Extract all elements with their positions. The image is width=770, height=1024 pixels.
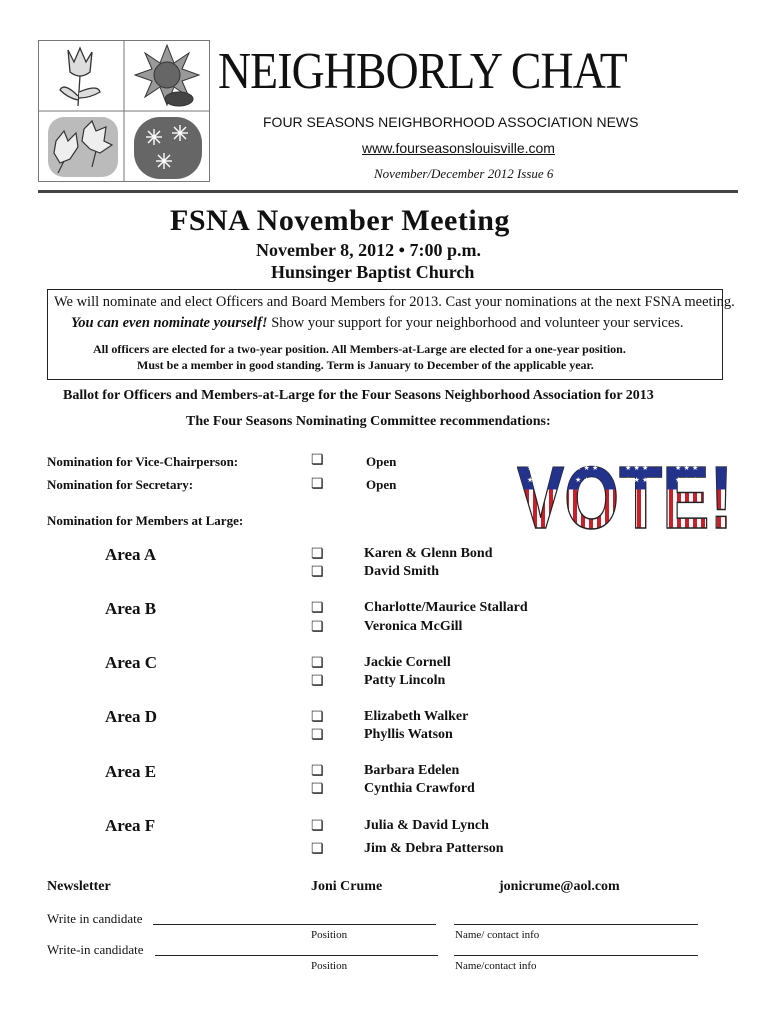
area-b-candidate-2: Veronica McGill (364, 619, 463, 634)
write-in-name-field-2[interactable] (155, 955, 438, 956)
area-d-candidate-2: Phyllis Watson (364, 727, 453, 742)
committee-heading: The Four Seasons Nominating Committee recommendations: (186, 414, 551, 429)
area-b-checkbox-1[interactable]: ❏ (311, 601, 324, 616)
notice-line-2-rest: Show your support for your neighborhood and volunteer your services. (267, 315, 684, 331)
ballot-title: Ballot for Officers and Members-at-Large for the Four Seasons Neighborhood Association for 2013 (63, 388, 654, 403)
area-b-label: Area B (105, 599, 157, 618)
website-link[interactable]: www.fourseasonslouisville.com (362, 140, 555, 156)
masthead-subtitle: FOUR SEASONS NEIGHBORHOOD ASSOCIATION NEWS (263, 114, 639, 130)
area-c-checkbox-1[interactable]: ❏ (311, 656, 324, 671)
area-c-checkbox-2[interactable]: ❏ (311, 674, 324, 689)
vote-graphic (517, 456, 735, 532)
area-f-candidate-1: Julia & David Lynch (364, 818, 489, 833)
svg-text:★ ★ ★: ★ ★ ★ (625, 464, 649, 472)
notice-line-1: We will nominate and elect Officers and Board Members for 2013. Cast your nominations at the next FSNA meeting. (54, 294, 735, 310)
snowflake-icon (134, 117, 202, 179)
contact-caption-2: Name/contact info (455, 960, 537, 972)
area-e-candidate-2: Cynthia Crawford (364, 781, 475, 796)
svg-text:★ ★ ★: ★ ★ ★ (675, 464, 699, 472)
vice-chair-value: Open (366, 454, 397, 469)
area-d-checkbox-1[interactable]: ❏ (311, 710, 324, 725)
area-a-checkbox-2[interactable]: ❏ (311, 565, 324, 580)
contact-caption-1: Name/ contact info (455, 929, 540, 941)
masthead-title: NEIGHBORLY CHAT (218, 43, 627, 100)
svg-text:★ ★ ★: ★ ★ ★ (575, 476, 599, 484)
write-in-contact-field-2[interactable] (454, 955, 698, 956)
vice-chair-checkbox[interactable]: ❏ (311, 453, 324, 468)
write-in-label-2: Write-in candidate (47, 942, 144, 957)
notice-line-2 (71, 315, 684, 332)
area-e-checkbox-1[interactable]: ❏ (311, 764, 324, 779)
area-d-candidate-1: Elizabeth Walker (364, 709, 469, 724)
area-d-label: Area D (105, 707, 158, 726)
meeting-title: FSNA November Meeting (170, 204, 510, 237)
newsletter-name: Joni Crume (311, 879, 383, 894)
svg-text:★ ★ ★: ★ ★ ★ (625, 476, 649, 484)
vice-chair-label: Nomination for Vice-Chairperson: (47, 454, 239, 469)
area-b-checkbox-2[interactable]: ❏ (311, 620, 324, 635)
area-f-checkbox-2[interactable]: ❏ (311, 842, 324, 857)
area-c-candidate-2: Patty Lincoln (364, 673, 446, 688)
svg-text:★ ★ ★: ★ ★ ★ (575, 464, 599, 472)
notice-box (47, 289, 735, 380)
svg-text:★ ★ ★: ★ ★ ★ (527, 464, 551, 472)
svg-text:★ ★ ★: ★ ★ ★ (527, 476, 551, 484)
area-a-candidate-2: David Smith (364, 564, 440, 579)
area-f-label: Area F (105, 816, 156, 835)
position-caption-2: Position (311, 960, 348, 972)
members-at-large-label: Nomination for Members at Large: (47, 513, 244, 528)
masthead-rule (38, 190, 738, 193)
area-a-label: Area A (105, 545, 157, 564)
notice-line-3: All officers are elected for a two-year position. All Members-at-Large are elected for a one-year position. (93, 342, 626, 356)
notice-line-4: Must be a member in good standing. Term is January to December of the applicable year. (137, 358, 594, 372)
vote-text-blue: VOTE! (517, 456, 733, 532)
meeting-place: Hunsinger Baptist Church (271, 262, 475, 282)
area-e-candidate-1: Barbara Edelen (364, 763, 460, 778)
area-c-candidate-1: Jackie Cornell (364, 655, 451, 670)
secretary-checkbox[interactable]: ❏ (311, 477, 324, 492)
area-f-candidate-2: Jim & Debra Patterson (364, 841, 504, 856)
secretary-label: Nomination for Secretary: (47, 477, 194, 492)
area-a-checkbox-1[interactable]: ❏ (311, 547, 324, 562)
leaves-icon (48, 117, 118, 177)
area-c-label: Area C (105, 653, 158, 672)
write-in-name-field-1[interactable] (153, 924, 436, 925)
notice-emphasis: You can even nominate yourself! (71, 315, 268, 331)
write-in-contact-field-1[interactable] (454, 924, 698, 925)
area-b-candidate-1: Charlotte/Maurice Stallard (364, 600, 528, 615)
area-f-checkbox-1[interactable]: ❏ (311, 819, 324, 834)
area-e-checkbox-2[interactable]: ❏ (311, 782, 324, 797)
area-a-candidate-1: Karen & Glenn Bond (364, 546, 493, 561)
newsletter-label: Newsletter (47, 879, 111, 894)
meeting-date: November 8, 2012 • 7:00 p.m. (256, 240, 481, 260)
position-caption-1: Position (311, 929, 348, 941)
vote-text: VOTE! (517, 456, 733, 532)
issue-line: November/December 2012 Issue 6 (374, 166, 554, 181)
area-d-checkbox-2[interactable]: ❏ (311, 728, 324, 743)
newsletter-email[interactable]: jonicrume@aol.com (499, 879, 620, 894)
area-e-label: Area E (105, 762, 157, 781)
write-in-label-1: Write in candidate (47, 911, 143, 926)
svg-text:★ ★ ★: ★ ★ ★ (675, 476, 699, 484)
seasons-logo (38, 40, 210, 182)
secretary-value: Open (366, 477, 397, 492)
